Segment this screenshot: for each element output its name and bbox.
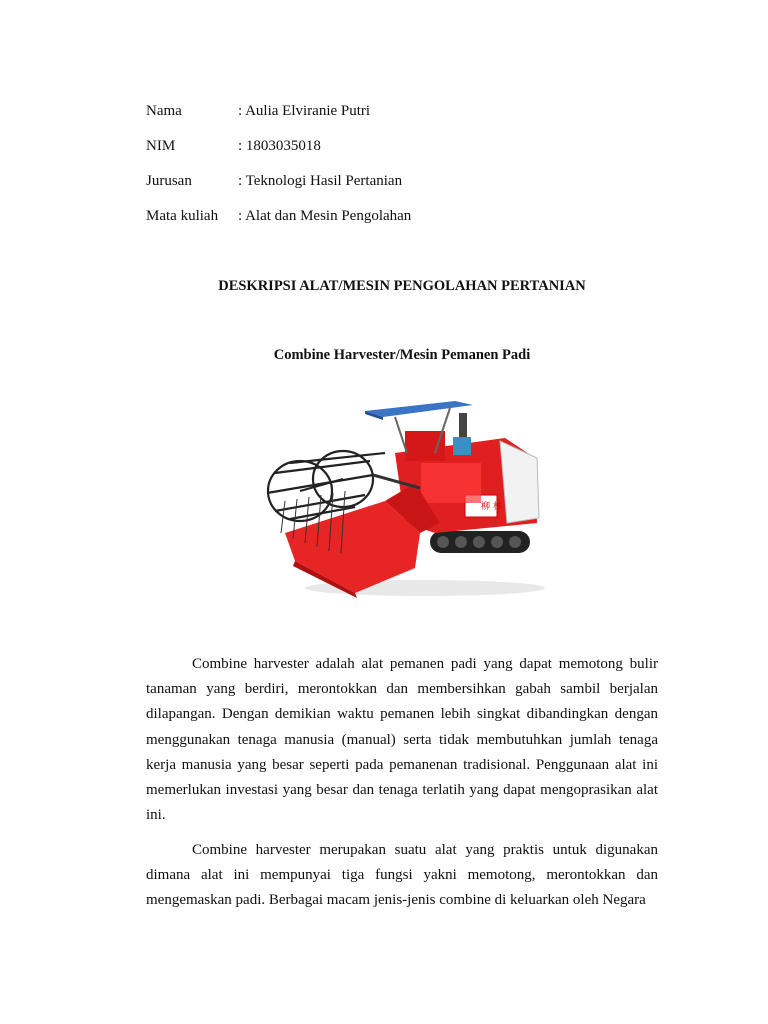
info-label-nama: Nama: [146, 103, 182, 119]
brand-mark: 柳 林: [481, 502, 502, 512]
document-title: DESKRIPSI ALAT/MESIN PENGOLAHAN PERTANIAN: [218, 278, 586, 294]
paragraph-2: [146, 838, 658, 914]
info-label-jurusan: Jurusan: [146, 173, 192, 189]
info-label-mata-kuliah: Mata kuliah: [146, 208, 219, 224]
combine-harvester-image: [245, 383, 558, 603]
paragraph-1-text: Combine harvester adalah alat pemanen padi yang dapat memotong bulir tanaman yang berdiri, merontokkan dan membersihkan gabah sambil berjalan dilapangan. Dengan demikian waktu pemanen lebih singkat dibandingkan dengan menggunakan tenaga manusia (manual) serta tidak membutuhkan jumlah tenaga kerja manusia yang besar seperti pada pemanenan tradisional. Penggunaan alat ini memerlukan investasi yang besar dan tenaga terlatih yang dapat mengoprasikan alat ini.: [146, 656, 658, 824]
info-row-nama: [146, 101, 370, 121]
info-row-mata-kuliah: [146, 206, 411, 226]
info-value-jurusan: : Teknologi Hasil Pertanian: [238, 173, 403, 189]
info-value-mata-kuliah: : Alat dan Mesin Pengolahan: [238, 208, 412, 224]
info-label-nim: NIM: [146, 138, 176, 154]
info-value-nim: : 1803035018: [238, 138, 321, 154]
info-row-nim: [146, 136, 321, 156]
section-title: Combine Harvester/Mesin Pemanen Padi: [273, 347, 531, 363]
paragraph-1: [146, 652, 658, 828]
info-value-nama: : Aulia Elviranie Putri: [238, 103, 371, 119]
paragraph-2-text: Combine harvester merupakan suatu alat yang praktis untuk digunakan dimana alat ini mempunyai tiga fungsi yakni memotong, merontokkan dan mengemaskan padi. Berbagai macam jenis-jenis combine di keluarkan oleh Negara: [146, 842, 658, 909]
info-row-jurusan: [146, 171, 402, 191]
